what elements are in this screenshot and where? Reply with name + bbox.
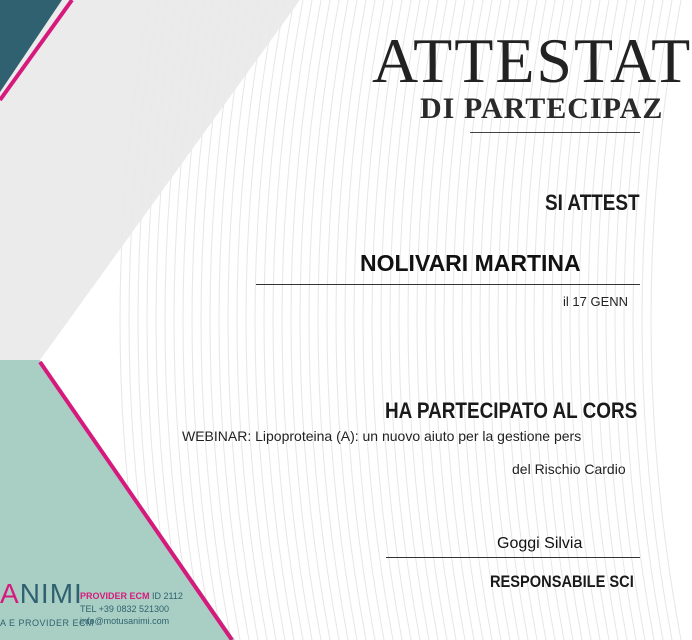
wave-line xyxy=(273,0,303,640)
birth-line: il 17 GENN xyxy=(563,294,629,309)
provider-id: ID 2112 xyxy=(152,591,183,601)
name-underline xyxy=(256,284,640,285)
wave-line xyxy=(318,0,348,640)
wave-line xyxy=(327,0,357,640)
wave-line xyxy=(300,0,330,640)
contact-phone: TEL +39 0832 521300 xyxy=(80,604,169,614)
course-title-line-2: del Rischio Cardio xyxy=(512,461,626,477)
participant-name: NOLIVARI MARTINA xyxy=(360,250,581,276)
logo-letter-a: A xyxy=(0,578,20,609)
attest-label: SI ATTEST xyxy=(545,190,640,215)
wave-line xyxy=(282,0,312,640)
logo-word-rest: NIMI xyxy=(19,578,83,609)
logo-wordmark xyxy=(0,578,83,610)
course-title-line-1: WEBINAR: Lipoproteina (A): un nuovo aiuto per la gestione pers xyxy=(182,428,582,444)
wave-line xyxy=(309,0,339,640)
provider-label: PROVIDER ECM xyxy=(80,591,150,601)
wave-line xyxy=(336,0,366,640)
wave-line xyxy=(228,0,258,640)
wave-line xyxy=(237,0,267,640)
wave-line xyxy=(345,0,375,640)
wave-line xyxy=(291,0,321,640)
wave-line xyxy=(255,0,285,640)
provider-ecm xyxy=(80,591,183,601)
wave-line xyxy=(246,0,276,640)
wave-line xyxy=(264,0,294,640)
certificate-subtitle: DI PARTECIPAZ xyxy=(420,92,664,125)
course-heading: HA PARTECIPATO AL CORS xyxy=(385,398,638,423)
signer-role: RESPONSABILE SCI xyxy=(490,572,634,591)
signer-name: Goggi Silvia xyxy=(497,535,583,552)
certificate-title: ATTESTAT xyxy=(372,25,692,96)
contact-email[interactable]: info@motusanimi.com xyxy=(80,616,170,626)
signature-line xyxy=(386,557,640,558)
title-underline xyxy=(470,132,640,133)
logo-tagline: A E PROVIDER ECM xyxy=(0,618,95,628)
